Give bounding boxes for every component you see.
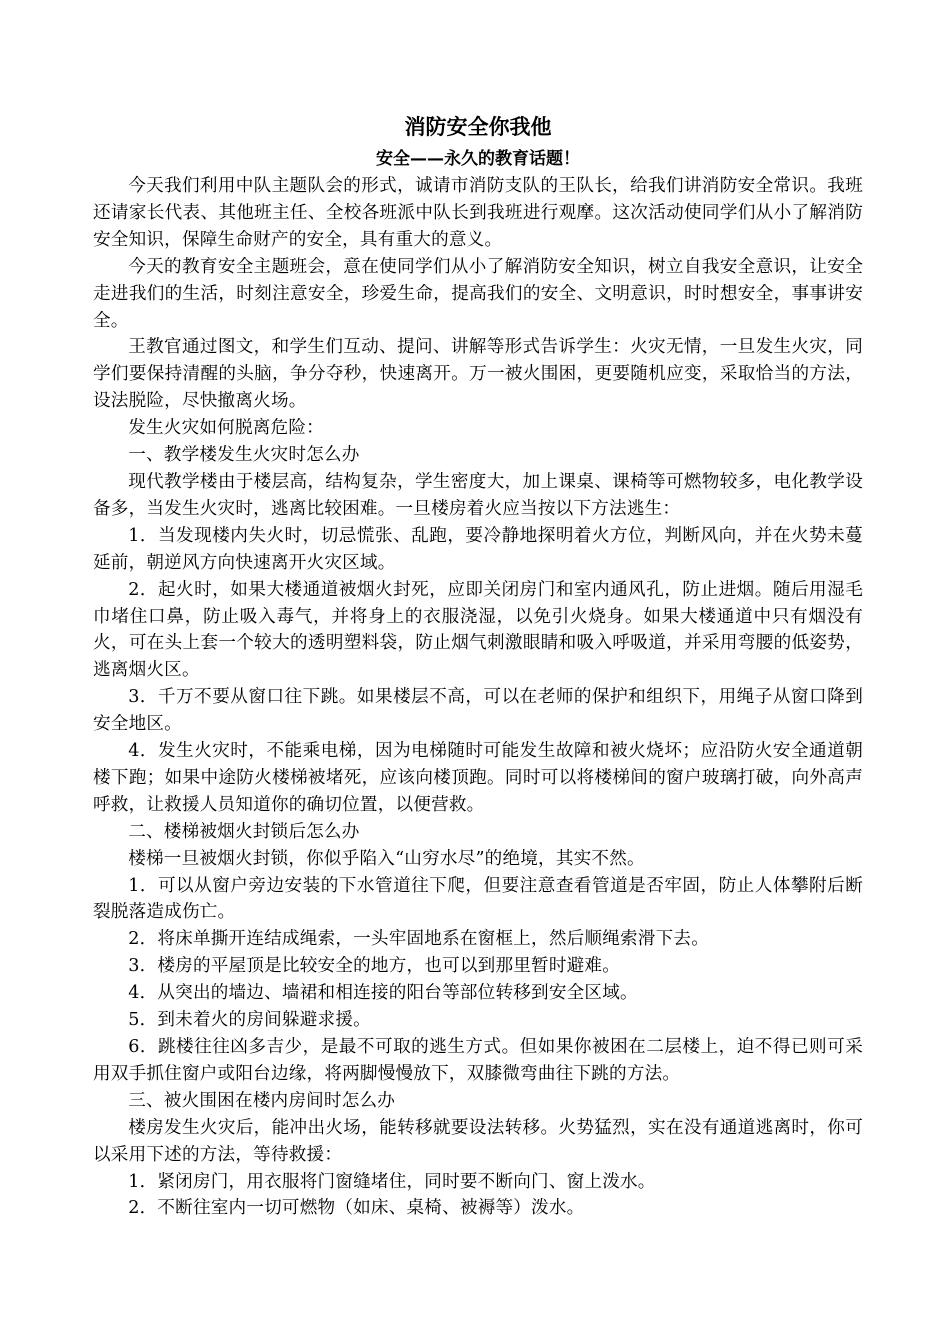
body-paragraph: 今天的教育安全主题班会，意在使同学们从小了解消防安全知识，树立自我安全意识，让安全走进我们的生活，时刻注意安全，珍爱生命，提高我们的安全、文明意识，时时想安全，事事讲安全。	[93, 256, 863, 331]
list-item: 5．到未着火的房间躲避求援。	[128, 1010, 371, 1031]
document-title: 消防安全你我他	[404, 115, 552, 139]
body-paragraph: 现代教学楼由于楼层高，结构复杂，学生密度大，加上课桌、课椅等可燃物较多，电化教学设备多，当发生火灾时，逃离比较困难。一旦楼房着火应当按以下方法逃生：	[93, 471, 863, 519]
list-item: 4．从突出的墙边、墙裙和相连接的阳台等部位转移到安全区域。	[128, 983, 638, 1004]
list-item: 3．楼房的平屋顶是比较安全的地方，也可以到那里暂时避难。	[128, 956, 621, 977]
document-body	[93, 173, 863, 1222]
document-page	[93, 108, 863, 1222]
body-paragraph: 楼梯一旦被烟火封锁，你似乎陷入“山穷水尽”的绝境，其实不然。	[128, 848, 645, 869]
section-heading: 三、被火围困在楼内房间时怎么办	[128, 1090, 396, 1111]
section-heading: 二、楼梯被烟火封锁后怎么办	[128, 821, 360, 842]
section-heading: 一、教学楼发生火灾时怎么办	[128, 445, 360, 466]
list-item: 3．千万不要从窗口往下跳。如果楼层不高，可以在老师的保护和组织下，用绳子从窗口降到安全地区。	[93, 687, 863, 735]
body-paragraph: 发生火灾如何脱离危险：	[128, 418, 324, 439]
list-item: 1．可以从窗户旁边安装的下水管道往下爬，但要注意查看管道是否牢固，防止人体攀附后断裂脱落造成伤亡。	[93, 875, 863, 923]
body-paragraph: 王教官通过图文，和学生们互动、提问、讲解等形式告诉学生：火灾无情，一旦发生火灾，同学们要保持清醒的头脑，争分夺秒，快速离开。万一被火围困，更要随机应变，采取恰当的方法，设法脱险，尽快撤离火场。	[93, 337, 863, 412]
list-item: 2．不断往室内一切可燃物（如床、桌椅、被褥等）泼水。	[128, 1198, 585, 1219]
list-item: 6．跳楼往往凶多吉少，是最不可取的逃生方式。但如果你被困在二层楼上，迫不得已则可采用双手抓住窗户或阳台边缘，将两脚慢慢放下，双膝微弯曲往下跳的方法。	[93, 1037, 863, 1084]
body-paragraph: 今天我们利用中队主题队会的形式，诚请市消防支队的王队长，给我们讲消防安全常识。我班还请家长代表、其他班主任、全校各班派中队长到我班进行观摩。这次活动使同学们从小了解消防安全知识，保障生命财产的安全，具有重大的意义。	[93, 176, 863, 250]
list-item: 2．将床单撕开连结成绳索，一头牢固地系在窗框上，然后顺绳索滑下去。	[128, 929, 709, 950]
body-paragraph: 楼房发生火灾后，能冲出火场，能转移就要设法转移。火势猛烈，实在没有通道逃离时，你可以采用下述的方法，等待救援：	[93, 1117, 863, 1165]
list-item: 4．发生火灾时，不能乘电梯，因为电梯随时可能发生故障和被火烧坏；应沿防火安全通道朝楼下跑；如果中途防火楼梯被堵死，应该向楼顶跑。同时可以将楼梯间的窗户玻璃打破，向外高声呼救，让救援人员知道你的确切位置，以便营救。	[93, 741, 863, 815]
list-item: 1．紧闭房门，用衣服将门窗缝堵住，同时要不断向门、窗上泼水。	[128, 1171, 656, 1192]
document-subtitle: 安全——永久的教育话题！	[376, 149, 580, 169]
list-item: 2．起火时，如果大楼通道被烟火封死，应即关闭房门和室内通风孔，防止进烟。随后用湿毛巾堵住口鼻，防止吸入毒气，并将身上的衣服浇湿，以免引火烧身。如果大楼通道中只有烟没有火，可在头上套一个较大的透明塑料袋，防止烟气刺激眼睛和吸入呼吸道，并采用弯腰的低姿势，逃离烟火区。	[93, 579, 863, 681]
list-item: 1．当发现楼内失火时，切忌慌张、乱跑，要冷静地探明着火方位，判断风向，并在火势未蔓延前，朝逆风方向快速离开火灾区域。	[93, 525, 863, 573]
